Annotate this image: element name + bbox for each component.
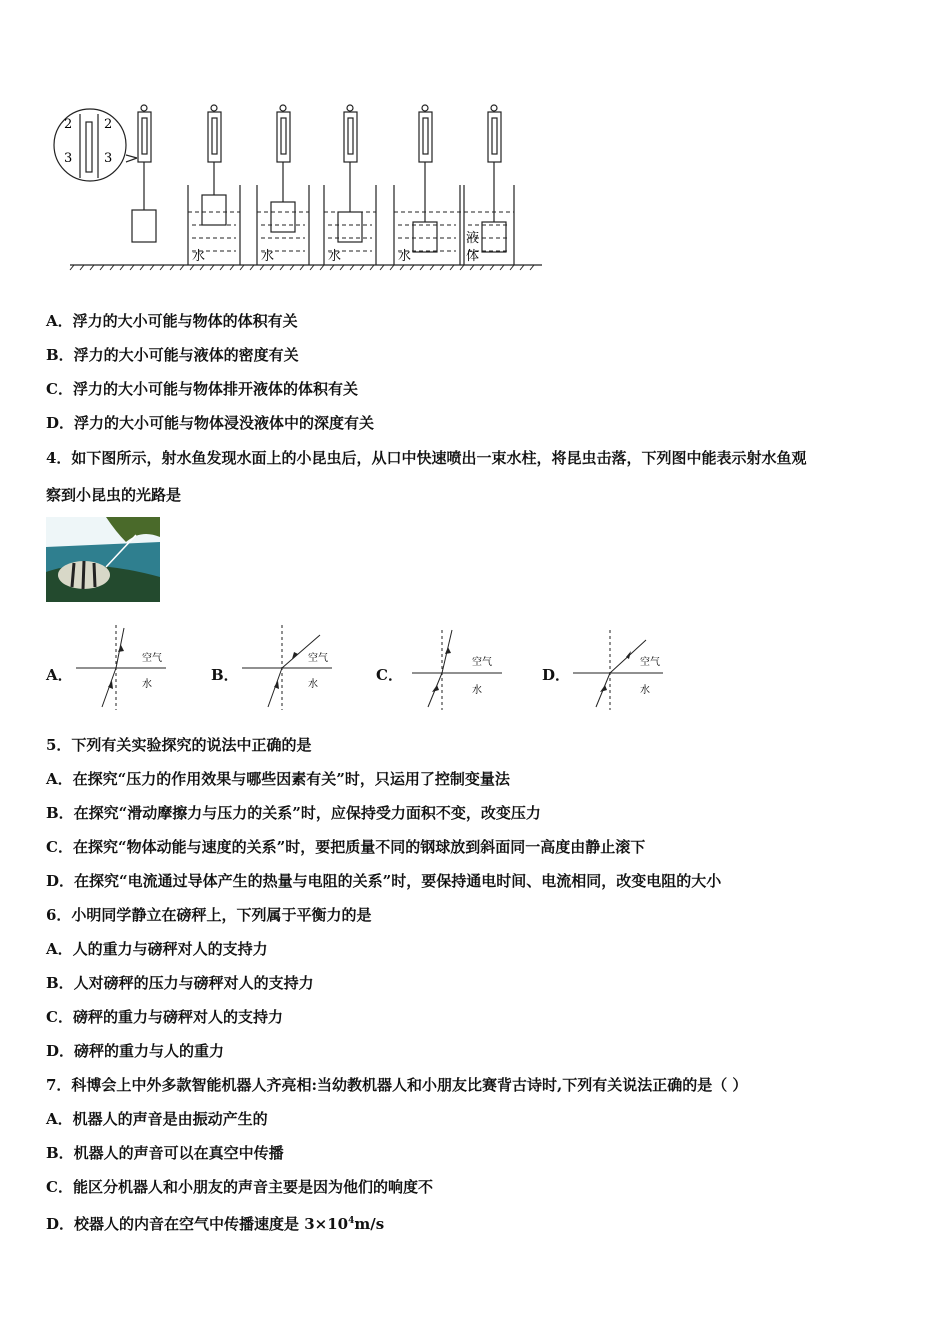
q3-option-a: A．浮力的大小可能与物体的体积有关 [46,312,298,330]
liquid-label-water: 水 [261,249,275,264]
air-label: 空气 [308,653,328,664]
q5-option-d: D．在探究“电流通过导体产生的热量与电阻的关系”时，要保持通电时间、电流相同，改变电阻的大小 [46,872,722,890]
q7-option-c: C．能区分机器人和小朋友的声音主要是因为他们的响度不 [46,1178,433,1196]
gauge-mark: 2 [64,117,73,132]
q6-option-d: D．磅秤的重力与人的重力 [46,1042,225,1060]
liquid-label-water: 水 [192,249,206,264]
water-label: 水 [472,685,482,696]
q4-option-a-label: A． [46,666,73,684]
q4-option-c-label: C． [376,666,403,684]
q4-option-b-ray-diagram [232,625,342,710]
liquid-label-water: 水 [398,249,412,264]
q5-option-a: A．在探究“压力的作用效果与哪些因素有关”时，只运用了控制变量法 [46,770,510,788]
q7-option-d-suffix: m/s [354,1215,385,1233]
gauge-mark: 2 [104,117,113,132]
q7-option-d [46,1211,384,1234]
q6-option-a: A．人的重力与磅秤对人的支持力 [46,940,268,958]
q6-option-c: C．磅秤的重力与磅秤对人的支持力 [46,1008,283,1026]
air-label: 空气 [472,657,492,668]
liquid-label-liquid: 体 [466,249,480,264]
q6-option-b: B．人对磅秤的压力与磅秤对人的支持力 [46,974,314,992]
q7-option-a: A．机器人的声音是由振动产生的 [46,1110,268,1128]
gauge-mark: 3 [104,151,113,166]
q4-option-d-label: D． [542,666,571,684]
q5-option-b: B．在探究“滑动摩擦力与压力的关系”时，应保持受力面积不变，改变压力 [46,804,541,822]
q4-option-b-label: B． [211,666,239,684]
q3-option-d: D．浮力的大小可能与物体浸没液体中的深度有关 [46,414,375,432]
q7-stem: 7．科博会上中外多款智能机器人齐亮相:当幼教机器人和小朋友比赛背古诗时,下列有关说法正确的是（ ） [46,1076,748,1094]
q4-option-d-ray-diagram [568,625,678,710]
q4-option-a-ray-diagram [66,625,176,710]
q7-option-d-prefix: D．校器人的内音在空气中传播速度是 3×10 [46,1215,349,1233]
liquid-label-liquid: 液 [466,231,480,246]
air-label: 空气 [640,657,660,668]
spring-scale-experiment-figure [52,100,552,275]
q3-option-c: C．浮力的大小可能与物体排开液体的体积有关 [46,380,358,398]
water-label: 水 [308,679,318,690]
q7-option-d-exponent: 4 [348,1216,355,1226]
liquid-label-water: 水 [328,249,342,264]
q4-stem-line1: 4．如下图所示，射水鱼发现水面上的小昆虫后，从口中快速喷出一束水柱，将昆虫击落，下列图中能表示射水鱼观 [46,449,807,467]
q5-stem: 5．下列有关实验探究的说法中正确的是 [46,736,312,754]
water-label: 水 [142,679,152,690]
q6-stem: 6．小明同学静立在磅秤上，下列属于平衡力的是 [46,906,372,924]
q7-option-b: B．机器人的声音可以在真空中传播 [46,1144,284,1162]
air-label: 空气 [142,653,162,664]
gauge-mark: 3 [64,151,73,166]
archer-fish-photo [46,517,160,602]
q4-option-c-ray-diagram [402,625,512,710]
water-label: 水 [640,685,650,696]
q3-option-b: B．浮力的大小可能与液体的密度有关 [46,346,299,364]
q5-option-c: C．在探究“物体动能与速度的关系”时，要把质量不同的钢球放到斜面同一高度由静止滚下 [46,838,646,856]
q4-stem-line2: 察到小昆虫的光路是 [46,486,182,504]
